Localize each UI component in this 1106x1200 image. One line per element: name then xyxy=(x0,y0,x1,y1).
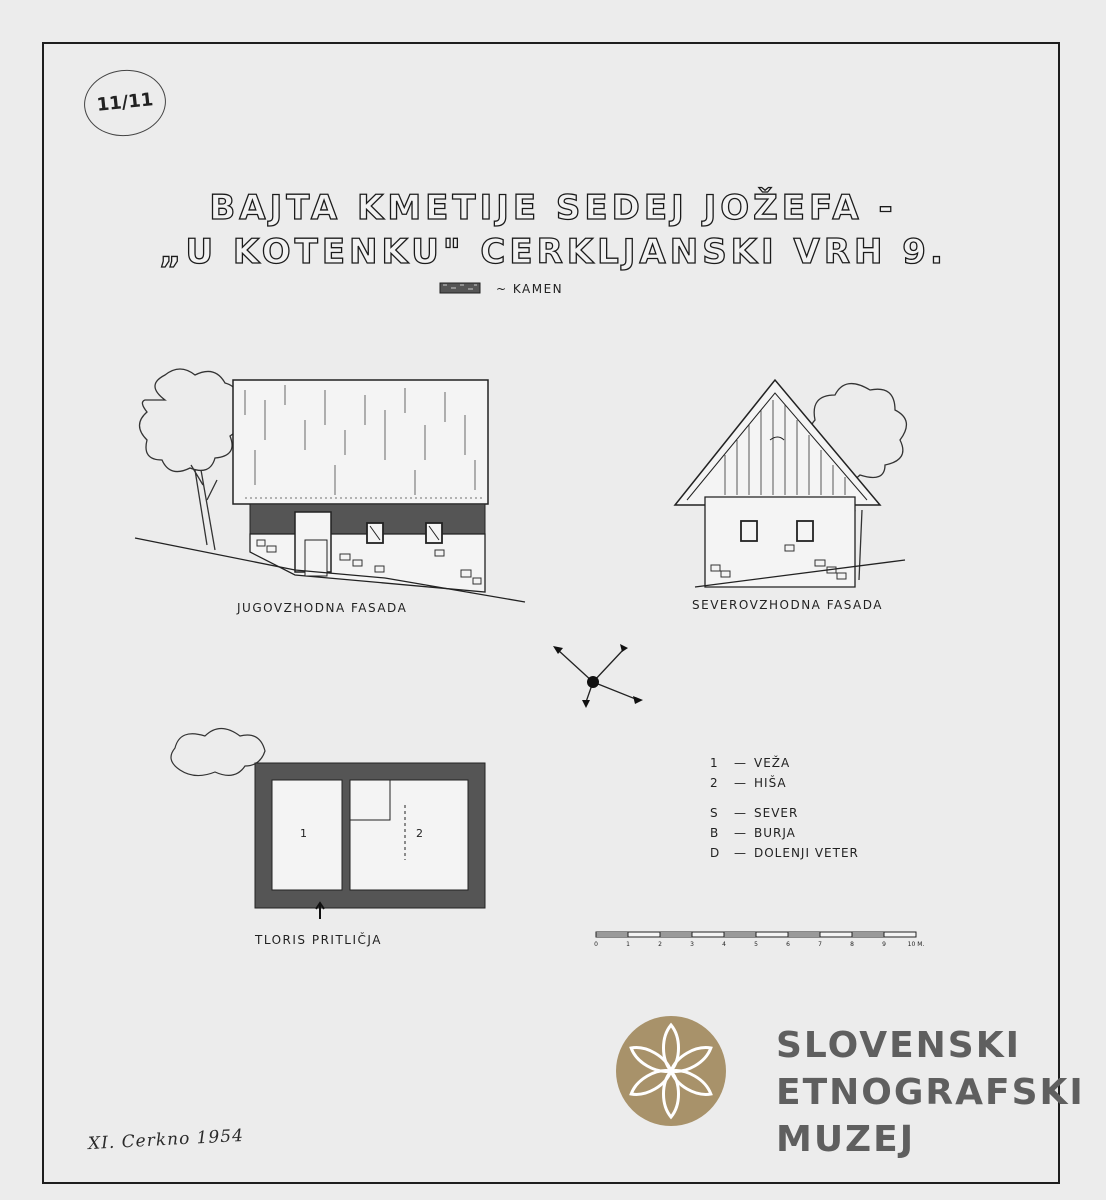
scale-tick-label: 3 xyxy=(690,941,694,948)
material-legend-label: ~ KAMEN xyxy=(496,282,564,296)
title-line-2: „U KOTENKU" CERKLJANSKI VRH 9. xyxy=(159,232,947,272)
scale-tick-label: 5 xyxy=(754,941,758,948)
scale-segment xyxy=(788,932,820,937)
ground-plan-label: TLORIS PRITLIČJA xyxy=(255,933,382,947)
plan-room-2-label: 2 xyxy=(416,827,423,840)
legend-row: B — BURJA xyxy=(710,826,796,840)
museum-name xyxy=(776,1022,1085,1163)
plan-room-1-label: 1 xyxy=(300,827,307,840)
scale-bar xyxy=(592,930,942,954)
scale-segment xyxy=(596,932,628,937)
scale-tick-label: 8 xyxy=(850,941,854,948)
scale-tick-label: 9 xyxy=(882,941,886,948)
scale-tick-label: 0 xyxy=(594,941,598,948)
scale-tick-label: 1 xyxy=(626,941,630,948)
compass-rose xyxy=(548,640,658,715)
scale-tick-label: 4 xyxy=(722,941,726,948)
scale-segment xyxy=(852,932,884,937)
southeast-facade-label: JUGOVZHODNA FASADA xyxy=(237,601,408,615)
scale-segment xyxy=(660,932,692,937)
scale-tick-label: 2 xyxy=(658,941,662,948)
ground-plan-drawing xyxy=(160,725,500,920)
museum-name-line: SLOVENSKI xyxy=(776,1025,1022,1066)
museum-name-line: ETNOGRAFSKI xyxy=(776,1072,1085,1113)
northeast-facade-drawing xyxy=(665,375,915,590)
museum-logo-icon xyxy=(615,1015,727,1127)
museum-name-line: MUZEJ xyxy=(776,1119,916,1160)
scale-segment xyxy=(724,932,756,937)
legend-row: D — DOLENJI VETER xyxy=(710,846,859,860)
northeast-facade-label: SEVEROVZHODNA FASADA xyxy=(692,598,883,612)
scale-tick-label: 6 xyxy=(786,941,790,948)
stone-hatch-swatch xyxy=(440,283,482,295)
legend-row: 1 — VEŽA xyxy=(710,756,791,770)
title-line-1: BAJTA KMETIJE SEDEJ JOŽEFA - xyxy=(209,188,897,228)
scale-tick-label: 10 M. xyxy=(907,941,925,948)
legend-row: S — SEVER xyxy=(710,806,799,820)
southeast-facade-drawing xyxy=(135,370,535,600)
sheet-number: 11/11 xyxy=(81,66,169,140)
scale-tick-label: 7 xyxy=(818,941,822,948)
date-signature: XI. Cerkno 1954 xyxy=(87,1125,245,1155)
legend-row: 2 — HIŠA xyxy=(710,776,787,790)
